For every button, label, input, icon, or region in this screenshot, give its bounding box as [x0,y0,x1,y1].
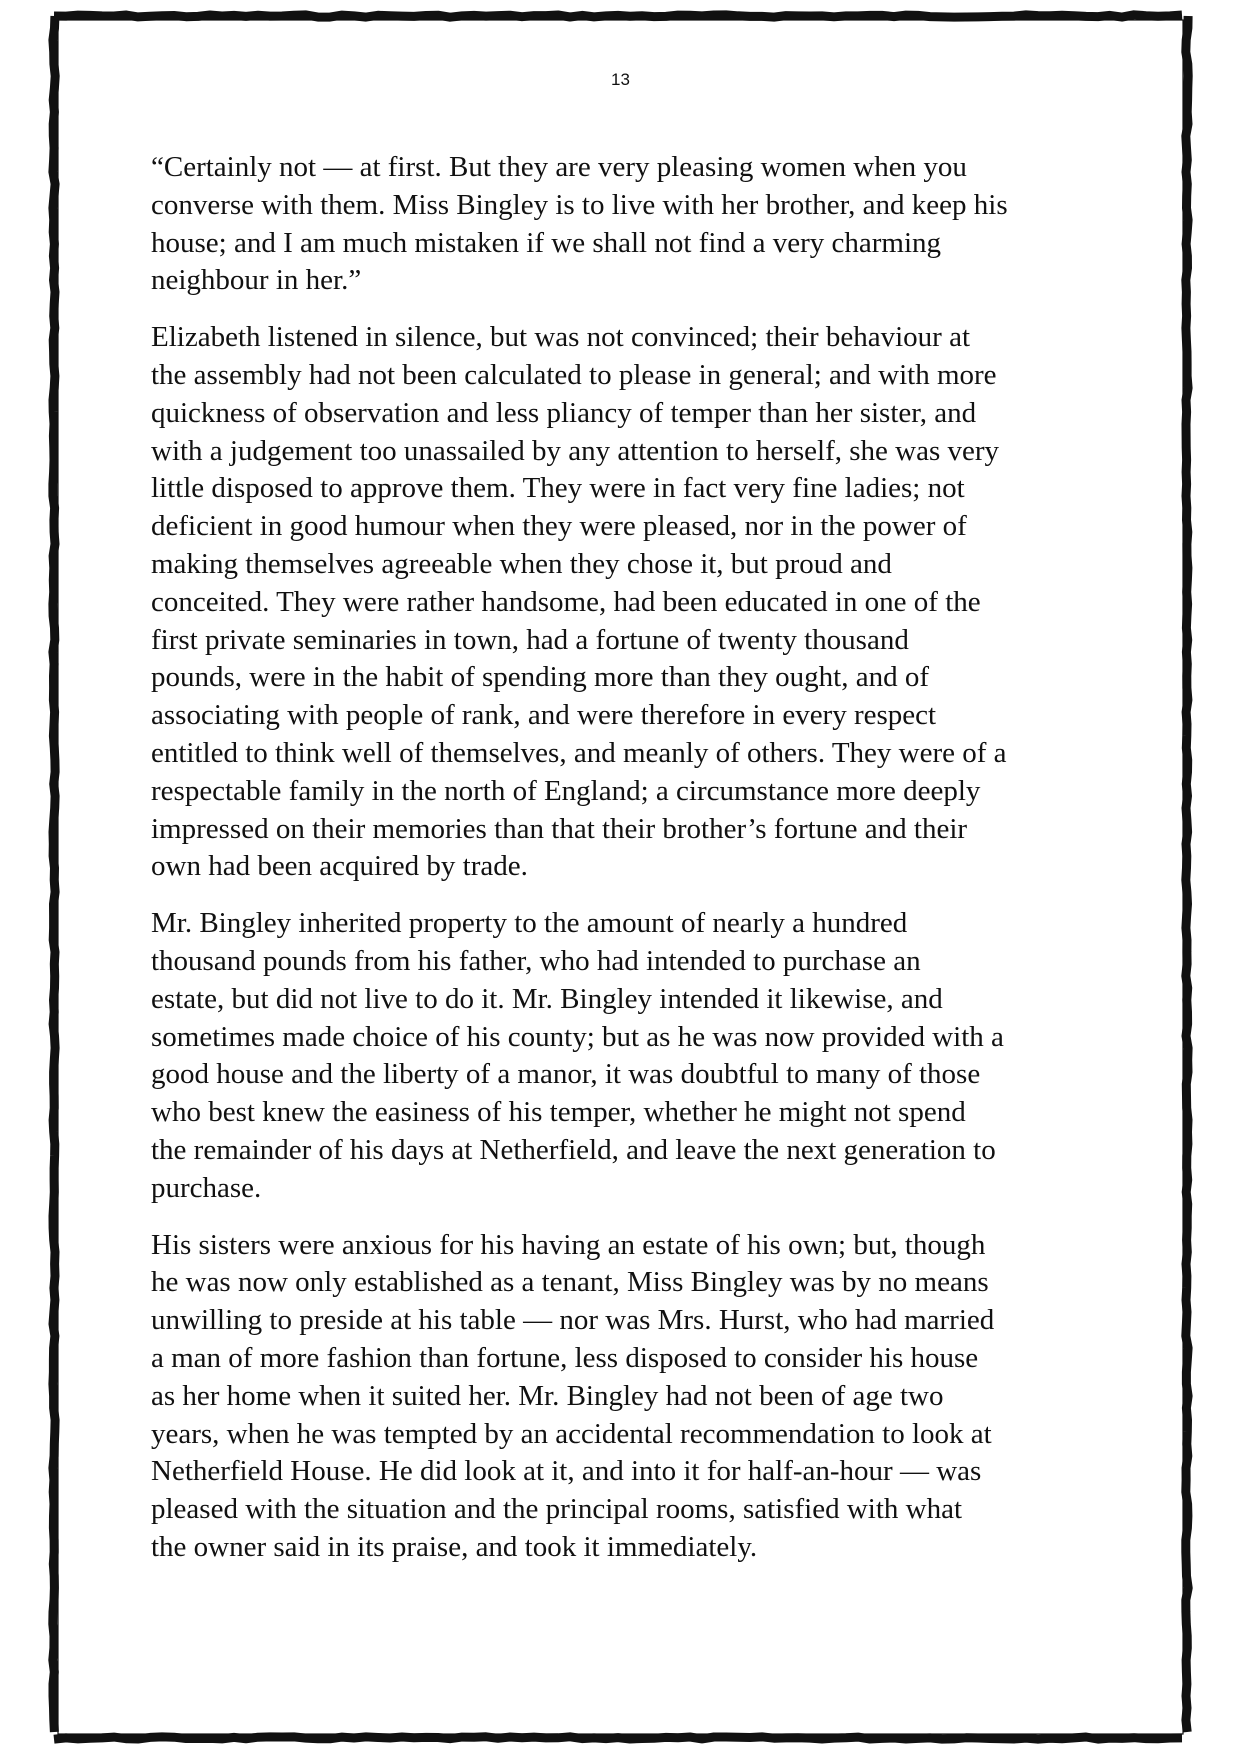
paragraph [151,905,1101,1207]
text-line: His sisters were anxious for his having an estate of his own; but, though [151,1228,986,1261]
border-bottom-edge [54,1737,1182,1739]
text-line: as her home when it suited her. Mr. Bingley had not been of age two [151,1379,944,1412]
text-line: the assembly had not been calculated to please in general; and with more [151,358,997,391]
border-right-edge [1186,16,1188,1732]
document-body [151,149,1101,1586]
text-line: good house and the liberty of a manor, it was doubtful to many of those [151,1058,981,1091]
page-number: 13 [611,70,630,89]
paragraph [151,149,1101,300]
text-line: sometimes made choice of his county; but as he was now provided with a [151,1020,1004,1053]
text-line: little disposed to approve them. They were in fact very fine ladies; not [151,472,965,505]
text-line: with a judgement too unassailed by any attention to herself, she was very [151,434,1000,467]
text-line: entitled to think well of themselves, and meanly of others. They were of a [151,736,1007,769]
text-line: estate, but did not live to do it. Mr. Bingley intended it likewise, and [151,982,943,1015]
text-line: associating with people of rank, and were therefore in every respect [151,699,937,732]
text-line: respectable family in the north of England; a circumstance more deeply [151,774,981,807]
text-line: purchase. [151,1171,262,1204]
text-line: Mr. Bingley inherited property to the amount of nearly a hundred [151,907,908,940]
text-line: he was now only established as a tenant, Miss Bingley was by no means [151,1266,989,1299]
border-top-edge [54,15,1182,17]
text-line: years, when he was tempted by an accidental recommendation to look at [151,1417,992,1450]
text-line: pounds, were in the habit of spending more than they ought, and of [151,661,930,694]
text-line: deficient in good humour when they were pleased, nor in the power of [151,510,967,543]
paragraph [151,319,1101,886]
text-line: conceited. They were rather handsome, had been educated in one of the [151,585,981,618]
text-line: own had been acquired by trade. [151,850,528,883]
text-line: the owner said in its praise, and took it immediately. [151,1530,758,1563]
text-line: Elizabeth listened in silence, but was not convinced; their behaviour at [151,321,970,354]
text-line: house; and I am much mistaken if we shall not find a very charming [151,226,942,259]
text-line: who best knew the easiness of his temper, whether he might not spend [151,1096,966,1129]
text-line: a man of more fashion than fortune, less disposed to consider his house [151,1341,979,1374]
text-line: Netherfield House. He did look at it, and into it for half-an-hour — was [151,1455,982,1488]
border-left-edge [53,16,55,1732]
paragraph [151,1227,1101,1567]
text-line: thousand pounds from his father, who had intended to purchase an [151,944,921,977]
text-line: first private seminaries in town, had a fortune of twenty thousand [151,623,909,656]
text-line: quickness of observation and less pliancy of temper than her sister, and [151,396,977,429]
text-line: impressed on their memories than that their brother’s fortune and their [151,812,968,845]
text-line: unwilling to preside at his table — nor was Mrs. Hurst, who had married [151,1304,995,1337]
text-line: “Certainly not — at first. But they are very pleasing women when you [151,151,967,183]
text-line: neighbour in her.” [151,264,362,297]
text-line: pleased with the situation and the principal rooms, satisfied with what [151,1493,963,1526]
text-line: making themselves agreeable when they chose it, but proud and [151,547,892,580]
text-line: the remainder of his days at Netherfield, and leave the next generation to [151,1133,996,1166]
text-line: converse with them. Miss Bingley is to live with her brother, and keep his [151,188,1008,221]
